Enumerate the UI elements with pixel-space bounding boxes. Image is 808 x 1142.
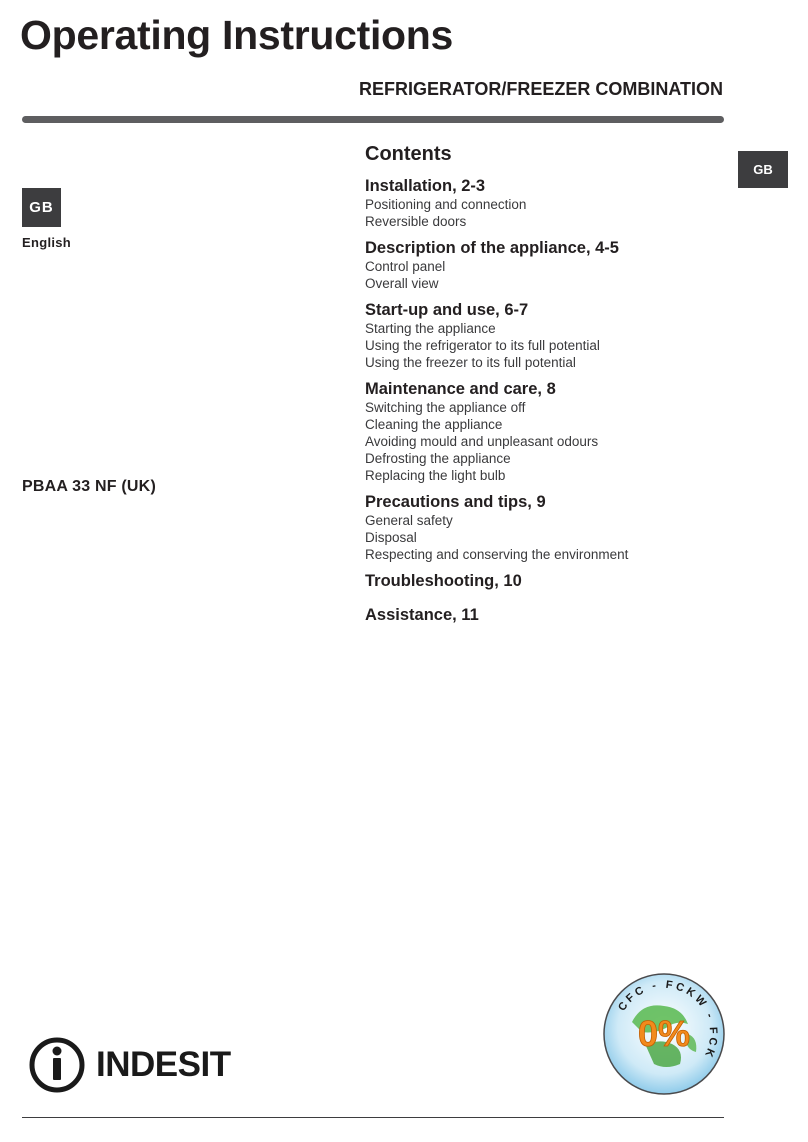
toc-heading: Start-up and use, 6-7 xyxy=(365,301,529,319)
badge-ring-text: CFC - FCKW - FCK xyxy=(616,978,720,1062)
toc-heading: Troubleshooting, 10 xyxy=(365,572,522,590)
toc-section-startup xyxy=(365,300,725,371)
model-number: PBAA 33 NF (UK) xyxy=(22,478,156,495)
contents-title: Contents xyxy=(365,143,452,165)
toc-section-maintenance xyxy=(365,379,725,484)
toc-item: Reversible doors xyxy=(365,214,467,229)
language-side-tab: GB xyxy=(738,151,788,188)
toc-item: Control panel xyxy=(365,259,446,274)
toc-item: Defrosting the appliance xyxy=(365,451,511,466)
toc-item: Using the refrigerator to its full potential xyxy=(365,338,600,353)
toc-item: Respecting and conserving the environment xyxy=(365,547,629,562)
toc-section-description xyxy=(365,238,725,292)
toc-item: Disposal xyxy=(365,530,417,545)
table-of-contents xyxy=(365,142,725,633)
toc-item: Switching the appliance off xyxy=(365,400,526,415)
badge-value: 0% xyxy=(637,1013,691,1054)
toc-section-troubleshooting xyxy=(365,571,725,591)
toc-item: Cleaning the appliance xyxy=(365,417,503,432)
language-name: English xyxy=(22,235,72,250)
toc-item: Positioning and connection xyxy=(365,197,527,212)
toc-item: Avoiding mould and unpleasant odours xyxy=(365,434,599,449)
indesit-logo-icon xyxy=(28,1036,86,1094)
bottom-rule xyxy=(22,1117,724,1118)
toc-section-precautions xyxy=(365,492,725,563)
toc-heading: Assistance, 11 xyxy=(365,606,479,624)
toc-heading: Description of the appliance, 4-5 xyxy=(365,239,619,257)
document-title: Operating Instructions xyxy=(20,12,454,58)
document-subtitle: REFRIGERATOR/FREEZER COMBINATION xyxy=(359,79,723,99)
toc-item: Starting the appliance xyxy=(365,321,496,336)
top-rule xyxy=(22,116,724,123)
toc-item: Replacing the light bulb xyxy=(365,468,506,483)
toc-item: General safety xyxy=(365,513,453,528)
indesit-logo xyxy=(28,1036,231,1094)
toc-item: Using the freezer to its full potential xyxy=(365,355,576,370)
toc-section-assistance xyxy=(365,605,725,625)
cfc-free-badge xyxy=(602,972,726,1096)
toc-heading: Maintenance and care, 8 xyxy=(365,380,556,398)
toc-heading: Precautions and tips, 9 xyxy=(365,493,546,511)
toc-section-installation xyxy=(365,176,725,230)
language-badge: GB xyxy=(22,188,61,227)
cfc-free-icon xyxy=(602,972,726,1096)
brand-name: INDESIT xyxy=(96,1045,231,1084)
toc-item: Overall view xyxy=(365,276,439,291)
toc-heading: Installation, 2-3 xyxy=(365,177,486,195)
